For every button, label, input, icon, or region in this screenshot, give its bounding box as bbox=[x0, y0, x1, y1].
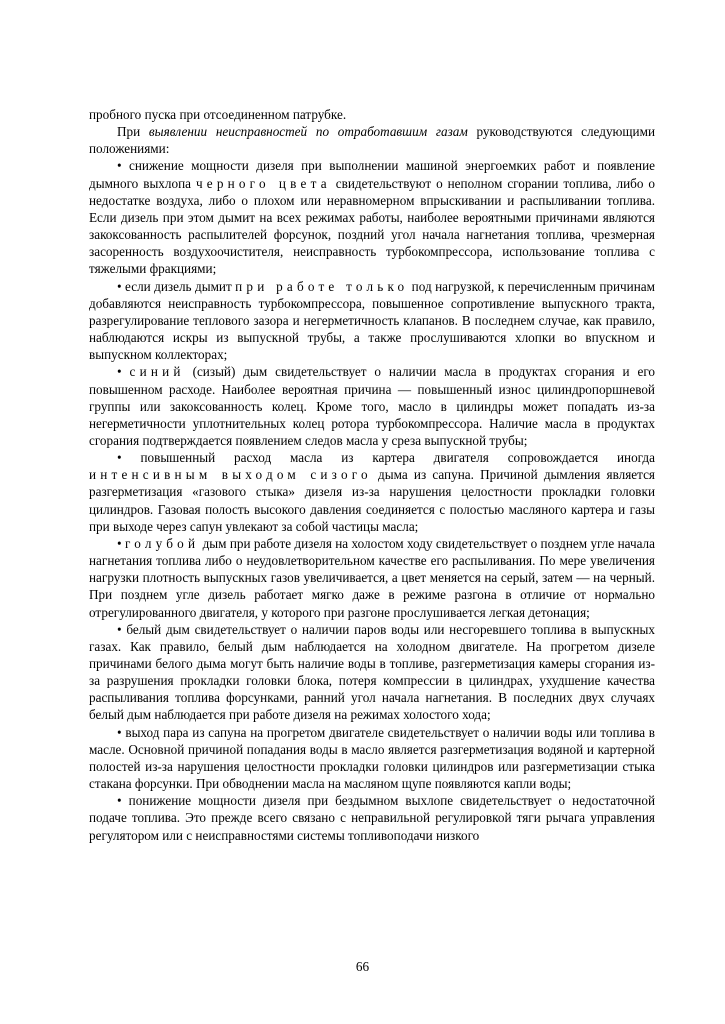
list-item-spaced-text: черного цвета bbox=[195, 175, 331, 191]
list-item-text: • bbox=[117, 364, 130, 380]
list-item-text: • bbox=[117, 535, 125, 551]
list-item-text: • снижение мощности дизеля при выполнении машиной энергоемких работ и появление дымного выхлопа bbox=[89, 158, 655, 191]
page-number: 66 bbox=[355, 959, 370, 974]
page-body bbox=[89, 106, 655, 844]
list-item bbox=[89, 278, 655, 364]
list-item-text: (сизый) дым свидетельствует о наличии масла в продуктах сгорания и его повышенном расходе. Наиболее вероятная причина — повышенный износ цилиндропоршневой группы или закоксованность колец. Кроме того, масло в цилиндры может попадать из-за негерметичности уплотнительных колец ротора турбокомпрессора. Наличие масла в продуктах сгорания подтверждается появлением следов масла у среза выпускной трубы; bbox=[89, 364, 655, 448]
list-item-text: дым при работе дизеля на холостом ходу свидетельствует о позднем угле начала нагнетания топлива либо о неудовлетворительном качестве его распыливания. По мере увеличения нагрузки плотность выпускных газов увеличивается, а цвет меняется на серый, затем — на черный. При позднем угле дизель работает мягко даже в режиме разгона в отличие от нормально отрегулированного двигателя, у которого при разгоне прослушивается легкая детонация; bbox=[89, 535, 655, 620]
list-item-text: • повышенный расход масла из картера двигателя сопровождается иногда bbox=[117, 450, 655, 466]
list-item bbox=[89, 157, 655, 277]
list-item-spaced-text: при работе только bbox=[235, 278, 409, 294]
list-item bbox=[89, 535, 655, 621]
lead-italic-term: выявлении неисправностей по отработавшим газам bbox=[148, 124, 468, 140]
paragraph-continuation: пробного пуска при отсоединенном патрубке. bbox=[89, 107, 347, 122]
list-item bbox=[89, 363, 655, 449]
list-item-spaced-text: интенсивным выходом сизого bbox=[89, 467, 372, 483]
list-item-text: под нагрузкой, к перечисленным причинам добавляются неисправность турбокомпрессора, повышенное сопротивление выпускного тракта, разрегулирование теплового зазора и негерметичность клапанов. В последнем случае, как правило, наблюдаются искры из выпускной трубы, а также прослушиваются хлопки во впускном и выпускном коллекторах; bbox=[89, 278, 655, 363]
list-item bbox=[89, 792, 655, 843]
lead-suffix: руководствуются следующими положениями: bbox=[89, 124, 656, 157]
list-item-text: • понижение мощности дизеля при бездымном выхлопе свидетельствует о недостаточной подаче топлива. Это прежде всего связано с неправильной регулировкой тяги рычага управления регулятором или с неисправностями системы топливоподачи низкого bbox=[89, 793, 655, 843]
list-item-text: • белый дым свидетельствует о наличии паров воды или несгоревшего топлива в выпускных газах. Как правило, белый дым наблюдается на холодном двигателе. На прогретом дизеле причинами белого дыма могут быть наличие воды в топливе, разгерметизация камеры сгорания из-за разрушения прокладки головки блока, потеря компрессии в цилиндрах, ухудшение качества распыливания топлива форсунками, ранний угол начала нагнетания. В последних двух случаях белый дым наблюдается при работе дизеля на режимах холостого хода; bbox=[89, 621, 655, 723]
list-item bbox=[89, 621, 655, 724]
list-item-text: • если дизель дымит bbox=[117, 278, 236, 294]
list-item-spaced-text: голубой bbox=[124, 535, 200, 551]
list-item-text: свидетельствуют о неполном сгорании топлива, либо о недостатке воздуха, либо о плохом или неравномерном впрыскивании и распыливании топлива. Если дизель при этом дымит на всех режимах работы, наиболее вероятными причинами являются закоксованность распылителей форсунок, поздний угол начала нагнетания топлива, чрезмерная засоренность воздухоочистителя, неисправность турбокомпрессора, использование топлива с тяжелыми фракциями; bbox=[89, 175, 655, 277]
list-item-spaced-text: синий bbox=[129, 364, 185, 380]
list-item bbox=[89, 449, 655, 535]
list-item bbox=[89, 724, 655, 793]
list-item-text: • выход пара из сапуна на прогретом двигателе свидетельствует о наличии воды или топлива в масле. Основной причиной попадания воды в масло является разгерметизация водяной и картерной полостей из-за нарушения целостности прокладки головки цилиндров или разгерметизации стыка стакана форсунки. При обводнении масла на масляном щупе появляются капли воды; bbox=[89, 724, 655, 792]
list-item-text: дыма из сапуна. Причиной дымления является разгерметизация «газового стыка» дизеля из-за нарушения целостности прокладки головки цилиндров. Газовая полость высокого давления соединяется с полостью масляного картера и газы при выходе через сапун увлекают за собой частицы масла; bbox=[89, 467, 655, 534]
lead-paragraph bbox=[89, 123, 655, 157]
lead-prefix: При bbox=[117, 124, 149, 140]
